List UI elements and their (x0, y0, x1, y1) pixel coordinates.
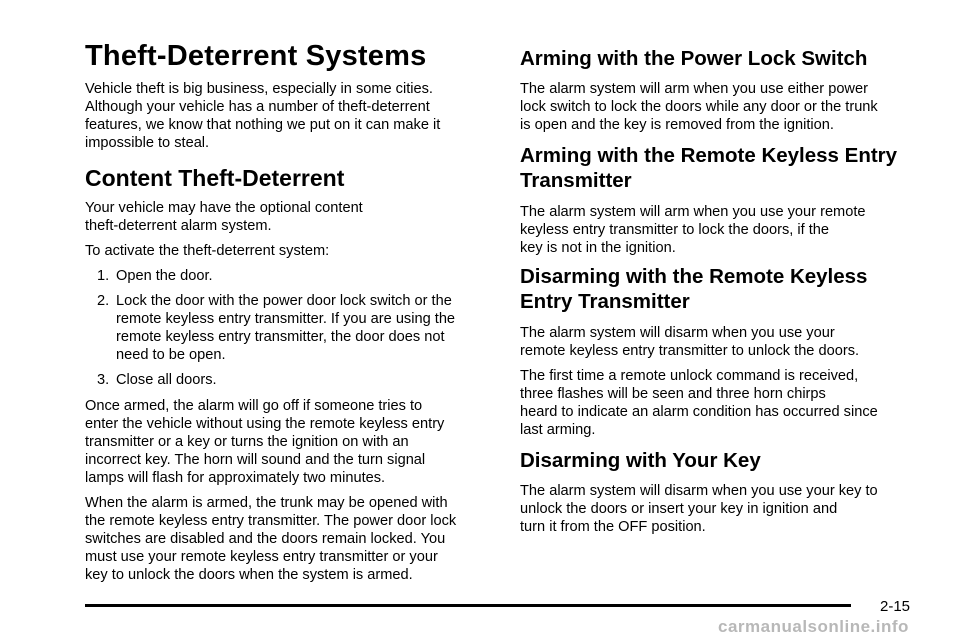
text-line: enter the vehicle without using the remote keyless entry (85, 416, 445, 432)
text-line: incorrect key. The horn will sound and the turn signal (85, 452, 426, 468)
text-line: Although your vehicle has a number of theft-deterrent (85, 99, 430, 115)
text-line: the remote keyless entry transmitter. The power door lock (85, 513, 457, 529)
section-heading-content-theft: Content Theft-Deterrent (85, 165, 345, 191)
text-line: Vehicle theft is big business, especially in some cities. (85, 81, 433, 97)
text-line: key is not in the ignition. (520, 240, 676, 256)
text-line: heard to indicate an alarm condition has occurred since (520, 404, 878, 420)
text-line: Once armed, the alarm will go off if someone tries to (85, 398, 423, 414)
text-line: need to be open. (116, 347, 226, 363)
step-number: 3. (97, 372, 110, 388)
text-line: is open and the key is removed from the ignition. (520, 117, 834, 133)
heading-line: Disarming with the Remote Keyless (520, 265, 868, 288)
page-number: 2-15 (880, 598, 911, 615)
heading-line: Transmitter (520, 169, 632, 192)
text-line: Your vehicle may have the optional content (85, 200, 363, 216)
watermark: carmanualsonline.info (718, 617, 909, 636)
text-line: The alarm system will arm when you use your remote (520, 204, 866, 220)
text-line: theft-deterrent alarm system. (85, 218, 272, 234)
heading-line: Arming with the Remote Keyless Entry (520, 144, 898, 167)
heading-line: Entry Transmitter (520, 290, 690, 313)
text-line: Open the door. (116, 268, 213, 284)
footer-rule (85, 604, 851, 607)
text-line: Close all doors. (116, 372, 217, 388)
text-line: impossible to steal. (85, 135, 210, 151)
text-line: features, we know that nothing we put on it can make it (85, 117, 441, 133)
step-number: 2. (97, 293, 110, 309)
text-line: The alarm system will disarm when you use your (520, 325, 835, 341)
text-line: remote keyless entry transmitter. If you are using the (116, 311, 456, 327)
text-line: When the alarm is armed, the trunk may be opened with (85, 495, 448, 511)
text-line: Lock the door with the power door lock switch or the (116, 293, 452, 309)
text-line: The alarm system will disarm when you use your key to (520, 483, 878, 499)
text-line: remote keyless entry transmitter, the door does not (116, 329, 445, 345)
step-number: 1. (97, 268, 110, 284)
text-line: keyless entry transmitter to lock the doors, if the (520, 222, 830, 238)
text-line: switches are disabled and the doors remain locked. You (85, 531, 446, 547)
heading-arming-power-lock: Arming with the Power Lock Switch (520, 47, 868, 70)
text-line: lock switch to lock the doors while any door or the trunk (520, 99, 878, 115)
activate-label: To activate the theft-deterrent system: (85, 243, 330, 259)
text-line: key to unlock the doors when the system is armed. (85, 567, 413, 583)
text-line: The alarm system will arm when you use either power (520, 81, 868, 97)
page-title: Theft-Deterrent Systems (85, 40, 427, 72)
text-line: lamps will flash for approximately two minutes. (85, 470, 386, 486)
text-line: last arming. (520, 422, 596, 438)
text-line: must use your remote keyless entry transmitter or your (85, 549, 438, 565)
text-line: unlock the doors or insert your key in ignition and (520, 501, 838, 517)
text-line: The first time a remote unlock command is received, (520, 368, 859, 384)
heading-disarming-key: Disarming with Your Key (520, 449, 761, 472)
text-line: turn it from the OFF position. (520, 519, 706, 535)
text-line: three flashes will be seen and three horn chirps (520, 386, 826, 402)
text-line: transmitter or a key or turns the ignition on with an (85, 434, 409, 450)
text-line: remote keyless entry transmitter to unlock the doors. (520, 343, 860, 359)
